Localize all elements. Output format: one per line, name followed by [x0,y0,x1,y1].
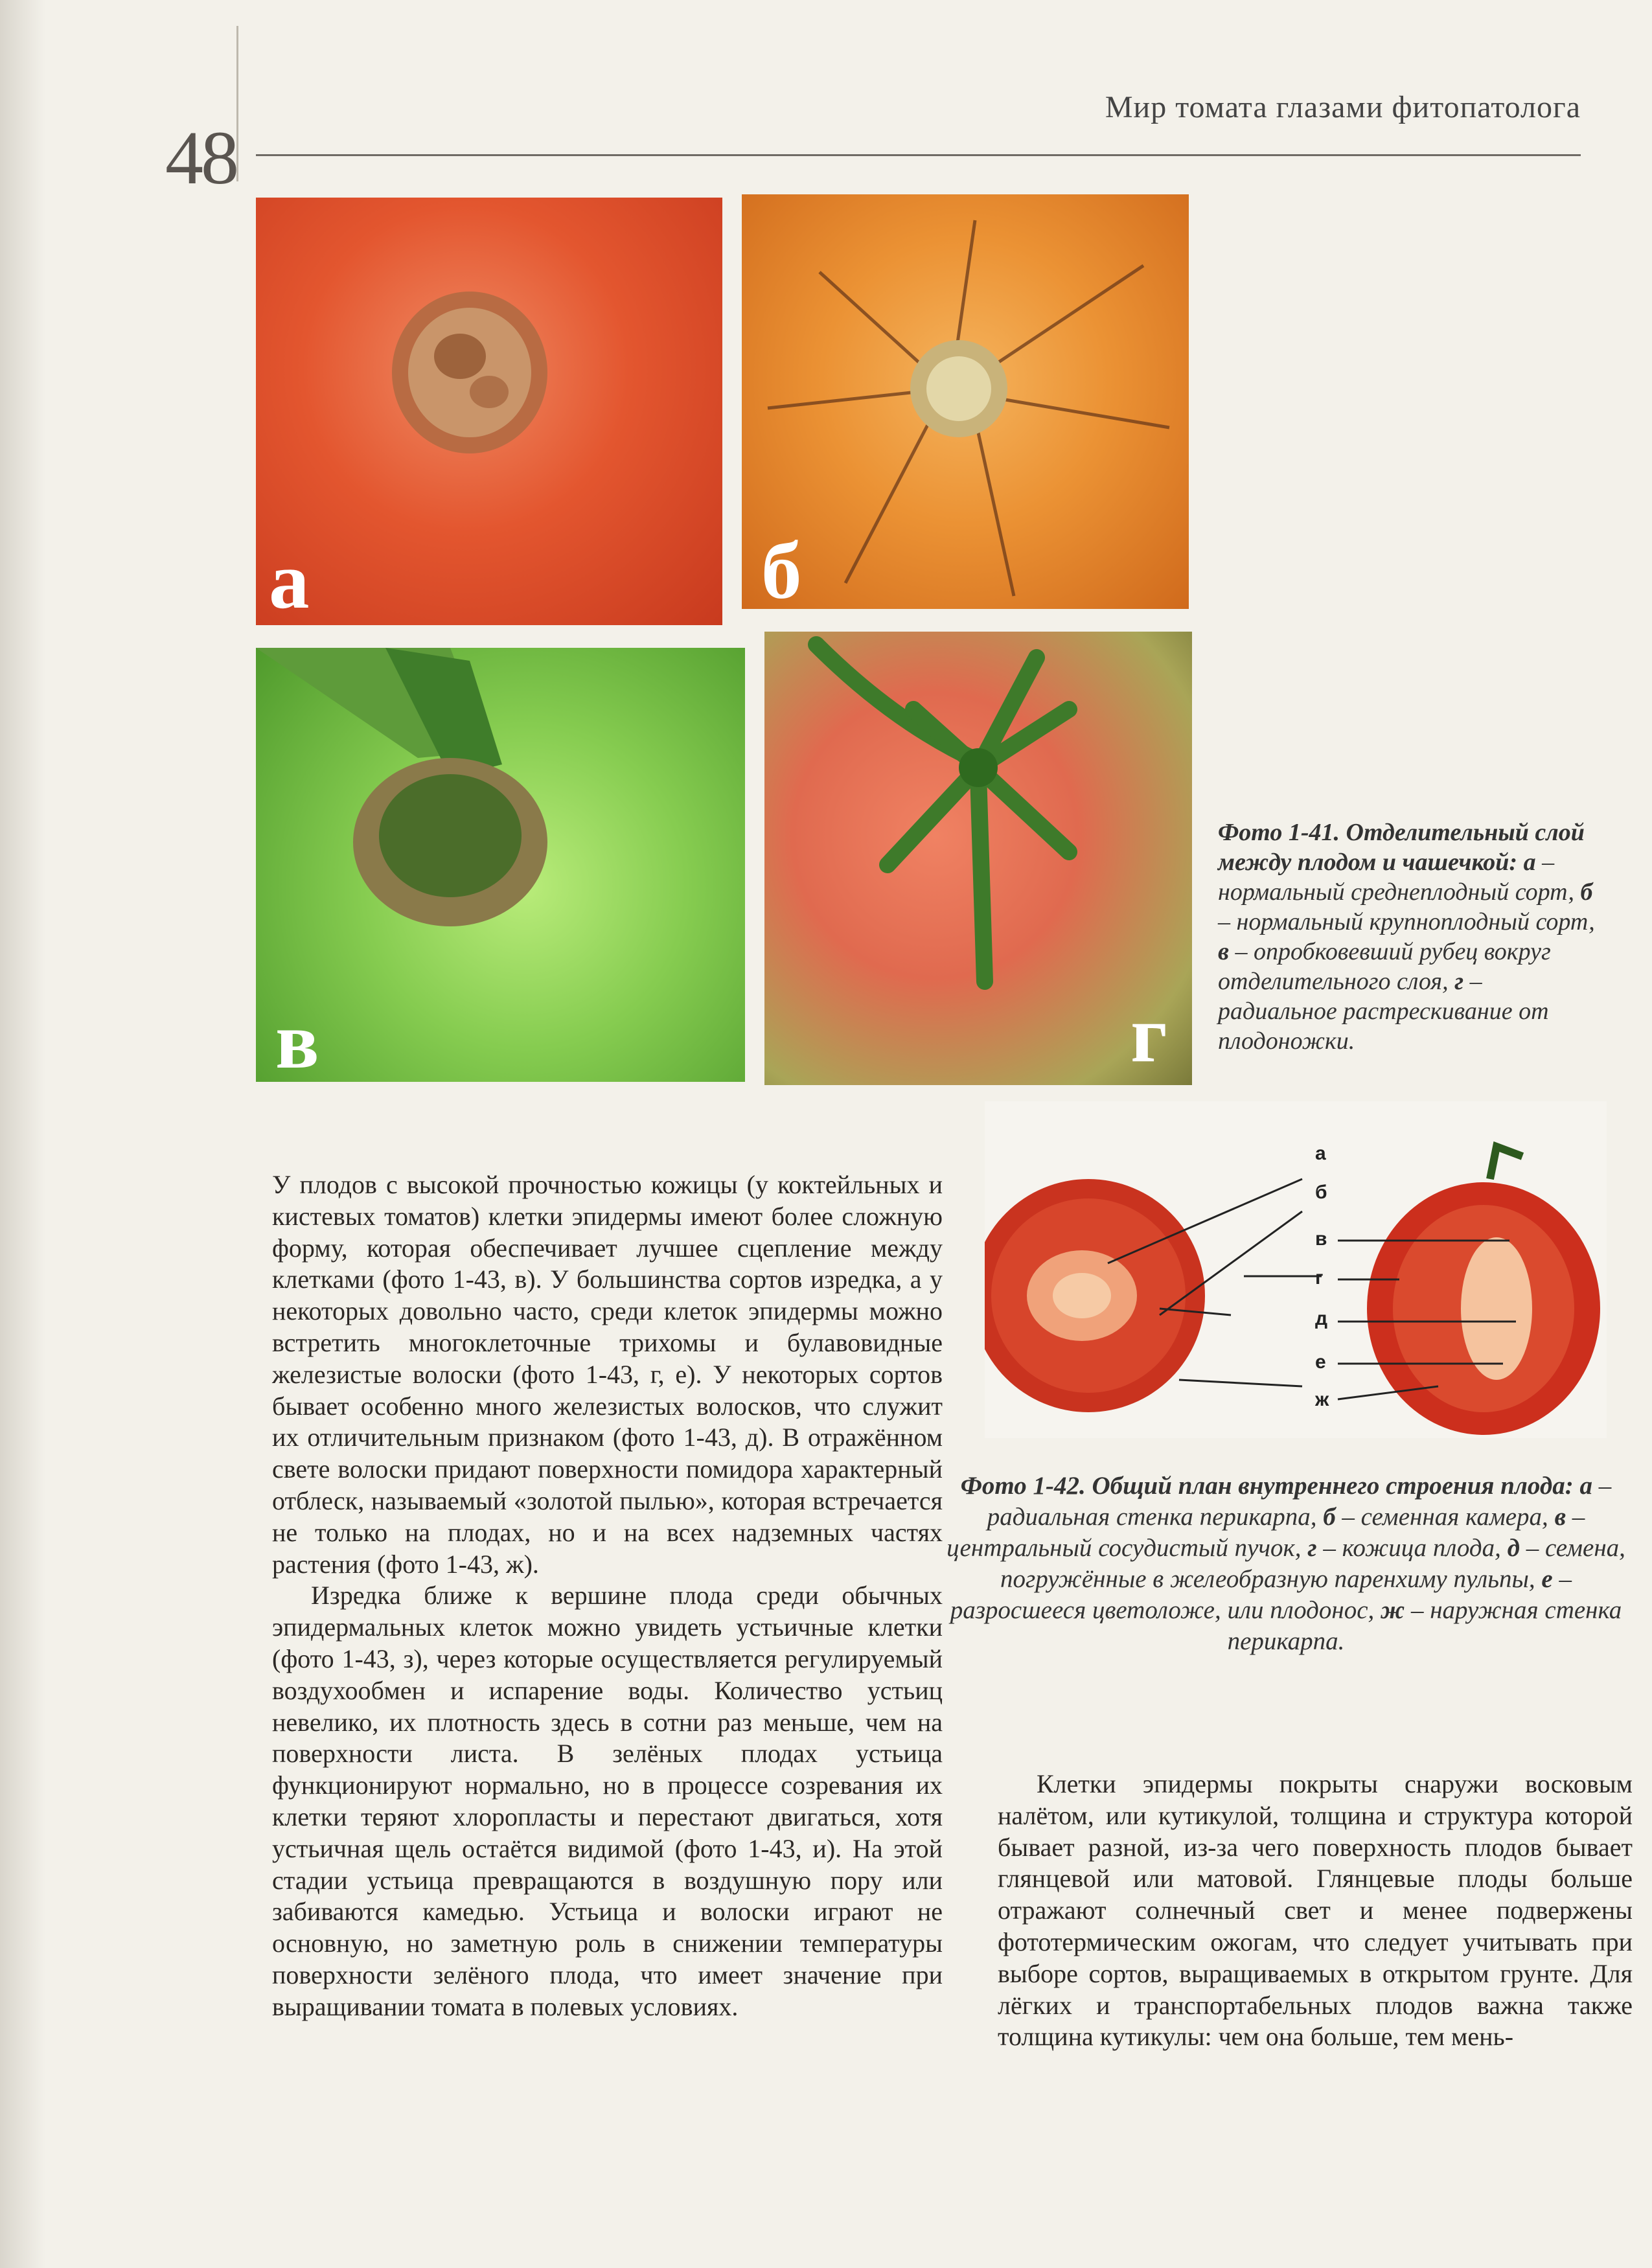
caption-key: е [1541,1565,1553,1593]
body-text-right [998,1769,1633,2053]
caption-text: – наружная стенка перикарпа. [1227,1596,1622,1655]
caption-text: – радиальная стенка перикарпа, [987,1472,1612,1531]
caption-key: а [1523,849,1536,876]
caption-text: – разросшееся цветоложе, или плодонос, [950,1565,1572,1624]
running-title: Мир томата глазами фитопатолога [1105,90,1581,124]
diagram-label: б [1315,1182,1327,1203]
caption-text: – семена, погружённые в желеобразную паренхиму пульпы, [1000,1534,1625,1593]
paragraph: Изредка ближе к вершине плода среди обычных эпидермальных клеток можно увидеть устьичные клетки (фото 1-43, з), через которые осуществляется регулируемый воздухообмен и испарение воды. Количество устьиц невелико, их плотность здесь в сотни раз меньше, чем на поверхности листа. В зелёных плодах устьица функционируют нормально, но в процессе созревания их клетки теряют хлоропласты и перестают двигаться, хотя устьичная щель остаётся видимой (фото 1-43, и). На этой стадии устьица превращаются в воздушную пору или забиваются камедью. Устьица и волоски играют не основную, но заметную роль в снижении температуры поверхности зелёного плода, что имеет значение при выращивании томата в полевых условиях. [272,1581,943,2021]
page-number: 48 [165,115,236,200]
photo-letter: в [275,996,319,1082]
tomato-cross-section-icon [985,1101,1607,1438]
photo-letter: б [761,527,802,609]
caption-key: в [1218,938,1229,965]
caption-text: – семенная камера, [1335,1503,1555,1531]
tomato-photo-icon [764,632,1192,1085]
caption-text: – центральный сосудистый пучок, [946,1503,1585,1562]
diagram-label: д [1315,1308,1328,1329]
caption-title: Фото 1-41. Отделительный слой между плодом и чашечкой: [1218,819,1585,876]
caption-text: – радиальное растрескивание от плодоножки. [1218,968,1549,1055]
paragraph: У плодов с высокой прочностью кожицы (у коктейльных и кистевых томатов) клетки эпидермы имеют более сложную форму, которая обеспечивает лучшее сцепление между клетками (фото 1-43, в). У большинства сортов изредка, а у некоторых довольно часто, среди клеток эпидермы можно встретить многоклеточные трихомы и булавовидные железистые волоски (фото 1-43, г, е). У некоторых сортов бывает особенно много железистых волосков, что служит их отличительным признаком (фото 1-43, д). В отражённом свете волоски придают поверхности помидора характерный отблеск, называемый «золотой пылью», которая встречается не только на плодах, но и на всех надземных частях растения (фото 1-43, ж). [272,1170,943,1579]
photo-a [256,198,722,625]
diagram-label: в [1315,1228,1327,1250]
caption-key: а [1579,1472,1593,1500]
tomato-section-diagram [985,1101,1607,1438]
caption-photo-1-41 [1218,818,1607,1056]
page-edge-shadow [0,0,45,2268]
caption-key: д [1507,1534,1520,1562]
gutter-line [236,26,238,181]
diagram-label: ж [1315,1389,1329,1410]
caption-key: в [1554,1503,1566,1531]
caption-text: – кожица плода, [1316,1534,1508,1562]
body-text-left [272,1169,943,2023]
diagram-label: г [1315,1267,1324,1289]
photo-d [764,632,1192,1085]
caption-key: ж [1381,1596,1405,1624]
paragraph: Клетки эпидермы покрыты снаружи восковым налётом, или кутикулой, толщина и структура которой бывает разной, из-за чего поверхность плодов бывает глянцевой или матовой. Глянцевые плоды больше отражают солнечный свет и менее подвержены фототермическим ожогам, что следует учитывать при выборе сортов, выращиваемых в открытом грунте. Для лёгких и транспортабельных плодов важна также толщина кутикулы: чем она больше, тем мень- [998,1769,1633,2052]
caption-key: г [1454,968,1464,995]
photo-letter: а [269,536,310,625]
caption-text: – нормальный среднеплодный сорт, [1218,849,1581,906]
caption-title: Фото 1-42. Общий план внутреннего строения плода: [960,1472,1574,1500]
diagram-label: а [1315,1143,1326,1164]
diagram-label: е [1315,1351,1326,1373]
caption-text: – нормальный крупноплодный сорт, [1218,908,1595,935]
header-rule [256,154,1581,156]
caption-text: – опробковевший рубец вокруг отделительного слоя, [1218,938,1551,995]
caption-photo-1-42 [943,1471,1629,1657]
caption-key: б [1580,878,1593,906]
tomato-photo-icon [742,194,1189,609]
tomato-photo-icon [256,648,745,1082]
caption-key: б [1323,1503,1336,1531]
photo-letter: г [1130,990,1167,1079]
photo-b [742,194,1189,609]
photo-c [256,648,745,1082]
caption-key: г [1307,1534,1317,1562]
tomato-photo-icon [256,198,722,625]
